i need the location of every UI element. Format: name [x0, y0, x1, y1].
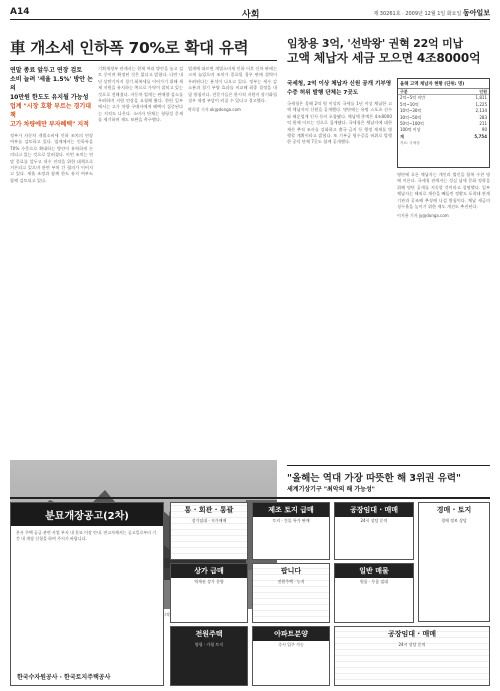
paper-name: 동아일보 [462, 9, 490, 17]
photo-caption: 시작된 [162, 612, 174, 617]
delinquent-table [397, 78, 490, 168]
notice-ad-body: 본사 주택 공급 관련 사업 부지 내 분묘 이장 안내. 연고자께서는 공고일로부터 기간 내 개장 신청을 하여 주시기 바랍니다. [16, 530, 157, 542]
right-col-2: 명단에 오른 체납자는 개인과 법인을 합쳐 수천 명에 이른다. 국세청 관계자는 성실 납세 문화 정착을 위해 명단 공개를 지속할 것이라고 설명했다. 일부 체납자는 해외로 재산을 빼돌린 정황도 포착돼 관계 기관과 공조해 추징에 나설 방침이다. 체납 세금의 징수율을 높이기 위한 제도 개선도 추진된다. 이지용 기자 jy@donga.com [397, 172, 490, 219]
classified-ad[interactable] [334, 563, 414, 623]
classified-body: 토지 · 건물 특가 판매 [272, 518, 310, 523]
table-row: 계 5,754 [400, 133, 487, 139]
classified-body: 원룸 · 투룸 임대 [359, 579, 389, 584]
lead-subhead-2: 소비 늘려 '세율 1.5%' 방안 논의 [10, 76, 93, 92]
classified-body: 전원주택 · 농지 [277, 579, 305, 584]
right-col-1 [287, 80, 392, 461]
quote-headline: "올해는 역대 가장 따뜻한 해 3위권 유력" [287, 473, 462, 484]
quote-rule [287, 465, 490, 466]
classified-body: 24시 상담 문의 [398, 642, 426, 647]
classified-ad[interactable] [170, 502, 248, 560]
right-headline-line2: 고액 체납자 세금 모으면 4조8000억 [287, 51, 481, 65]
lead-col-1 [10, 66, 93, 463]
table-head: 구분 인원 [400, 89, 487, 94]
classified-ad[interactable] [252, 626, 330, 686]
lead-rule [10, 60, 277, 61]
page-number: A14 [10, 7, 30, 17]
classified-title: 경매 · 토지 [436, 506, 472, 514]
classified-ad[interactable] [252, 563, 330, 623]
page-header [10, 6, 490, 20]
lead-headline: 車 개소세 인하폭 70%로 확대 유력 [10, 39, 249, 57]
table-source: 자료: 국세청 [400, 141, 420, 146]
right-byline: 이지용 기자 jy@donga.com [397, 213, 449, 219]
table-row: 10억~30억 2,134 [400, 108, 487, 114]
classified-title: 제조 토지 급매 [253, 503, 329, 517]
notice-ad-title: 분묘개장공고(2차) [11, 503, 163, 526]
lead-subhead-3: 10만원 한도도 유지될 가능성 [10, 94, 89, 101]
table-row: 5억~10억 1,225 [400, 101, 487, 107]
classified-body: 24시 상담 문의 [360, 518, 388, 523]
classified-title: 통 · 회관 · 통괄 [184, 506, 234, 514]
lead-subhead-4: 업계 "시장 호황 부르는 경기대책 [10, 103, 92, 119]
classified-body: 즉시 입주 가능 [278, 642, 304, 647]
right-headline-line1: 임창용 3억, '선박왕' 권혁 22억 미납 [287, 37, 463, 50]
classified-ad[interactable] [334, 626, 490, 686]
classified-title: 아파트분양 [253, 627, 329, 641]
ad-section [10, 497, 490, 685]
issue-meta: 제 30261호 · 2009년 12월 1일 화요일 동아일보 [373, 9, 490, 17]
classified-title: 상가 급매 [171, 564, 247, 578]
lead-subhead-1: 연말 종료 앞두고 연장 검토 [10, 67, 83, 74]
classified-title: 일반 매물 [335, 564, 413, 578]
notice-ad-logo: 한국수자원공사 · 한국토지주택공사 [17, 674, 111, 681]
lead-col-3: 업계에 따르면 개별소비세 인하 이후 신차 판매는 크게 늘었으며 조치가 종료될 경우 판매 절벽이 우려된다는 분석이 나오고 있다. 정부는 세수 감소분과 경기 부양 효과를 비교해 최종 결정을 내릴 방침이다. 전문가들은 한시적 지원이 장기화될 경우 재정 부담이 커질 수 있다고 경고했다. 박희창 기자 ok@donga.com [188, 66, 277, 113]
table-row: 50억~100억 211 [400, 120, 487, 126]
classified-ad[interactable] [170, 626, 248, 686]
classified-body: 역세권 상가 분양 [194, 579, 224, 584]
classified-title: 전원주택 [195, 630, 223, 638]
classified-ad[interactable] [334, 502, 414, 560]
classified-ad[interactable] [252, 502, 330, 560]
classified-title: 팝니다 [280, 567, 302, 575]
classified-ad[interactable] [170, 563, 248, 623]
table-title: 올해 고액 체납자 현황 (단위: 명) [398, 79, 489, 89]
classified-ad[interactable] [418, 502, 490, 622]
table-row: 2억~5억 미만 1,811 [400, 95, 487, 101]
lead-body-text: 정부가 자동차 개별소비세 인하 조치의 연장 여부를 검토하고 있다. 업계에서는 인하폭을 70% 수준으로 확대하는 방안이 유력하게 논의되고 있는 것으로 알려졌다. 이번 조치는 연말 종료를 앞두고 내수 진작을 위한 대책으로 거론되고 있으며 관련 부처 간 협의가 이어지고 있다. 세율 조정과 함께 한도 유지 여부도 함께 검토되고 있다. [10, 133, 93, 183]
classified-body: 장기임대 · 저가매매 [191, 518, 227, 523]
right-lede: 국세청, 2억 이상 체납자 신원 공개 기부영수증 허위 발행 단체는 7곳도 [287, 81, 392, 96]
classified-title: 공장임대 · 매매 [387, 630, 437, 638]
lead-subhead-5: 고가 차량에만 부자혜택" 지적 [10, 121, 89, 128]
quote-subhead: 세계기상기구 "최악의 해 가능성" [287, 486, 375, 493]
notice-ad[interactable] [10, 502, 164, 686]
table-row: 30억~50억 283 [400, 114, 487, 120]
lead-col-2: 기획재정부 관계자는 현재 여러 방안을 놓고 검토 중이며 확정된 것은 없다고 밝혔다. 다만 내년 상반기까지 경기 회복세를 이어가기 위해 세제 지원을 유지하는 쪽으로 가닥이 잡히고 있는 것으로 전해졌다. 자동차 업계는 판매량 감소를 우려하며 지원 연장을 요청해 왔다. 한편 일부에서는 고가 차량 구매자에게 혜택이 집중된다는 지적도 나온다. 소비자 단체는 형평성 문제를 제기하며 제도 보완을 촉구했다. [98, 66, 183, 123]
quote-body [287, 485, 490, 494]
section-name: 사회 [242, 10, 260, 20]
classified-body: 경매 정보 상담 [441, 518, 467, 523]
right-headline [287, 36, 490, 66]
classified-title: 공장임대 · 매매 [335, 503, 413, 517]
lead-byline: 박희창 기자 ok@donga.com [188, 107, 241, 113]
right-body-1: 국세청은 올해 2억 원 이상의 국세를 1년 이상 체납한 고액 체납자의 신원을 공개했다. 명단에는 유명 스포츠 선수와 해운업계 인사 등이 포함됐다. 체납액 총액은 4조8000억 원에 이르는 것으로 집계됐다. 국세청은 체납자에 대한 재산 추적 조사를 강화하고 출국 금지 등 행정 제재를 병행할 계획이라고 밝혔다. 또 기부금 영수증을 허위로 발행한 공익 단체 7곳도 함께 공개했다. [287, 101, 392, 145]
classified-body: 양평 · 가평 토지 [194, 642, 224, 647]
table-row: 100억 이상 90 [400, 127, 487, 133]
